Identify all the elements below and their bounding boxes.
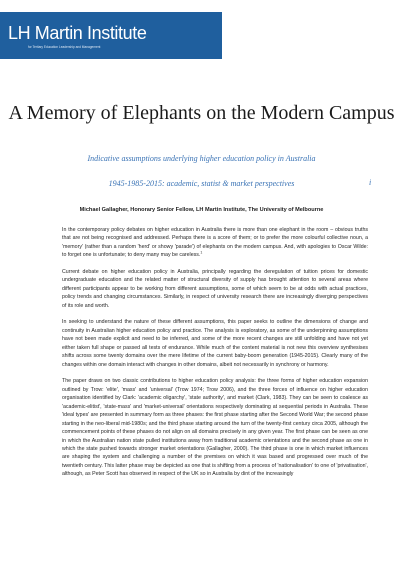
logo-banner [0,12,225,59]
footnote-ref[interactable]: 1 [200,250,203,255]
paragraph-text: In the contemporary policy debates on higher education in Australia there is more than one elephant in the room – obvious truths that are not being recognised and addressed. Perhaps there is a score of them; or to prefer the more colourful collective noun, a 'memory' (rather than a random 'herd' or showy 'parade') of elephants on the modern campus. And, with apologies to Oscar Wilde: to forget one is unfortunate; to deny many may be careless. [62,227,368,259]
subtitle-line-1: Indicative assumptions underlying higher education policy in Australia [87,154,316,163]
footnote-marker: i [369,178,372,187]
paragraph: The paper draws on two classic contributions to higher education policy analysis: the three forms of higher education expansion outlined by Trow: 'elite', 'mass' and 'universal' (Trow 1974; Trow 2006), and the three forces of influence on higher education organisation identified by Clark: 'academic oligarchy', 'state authority', and market (Clark, 1983). They can be seen to coalesce as 'academic-elitist', 'state-mass' and 'market-universal' orientations respectively dominating at sequential periods in Australia. These 'ideal types' are presented in summary form as three phases: the first phase starting after the Second World War; the second phase starting in the neo-liberal mid-1980s; and the third phase starting around the turn of the twenty-first century circa 2005, although the commencement points of these phases do not align on all domains precisely in any given year. The first phase can be seen as one in which the Australian nation state pulled institutions away from traditional academic orientations and the second phase as one in which the state pushed towards stronger market orientations (Gallagher, 2000). The third phase is one in which market influences are shaping the system and challenging a number of the premises on which it was based and progressed over much of the twentieth century. This latter phase may be depicted as one that is shifting from a process of 'nationalisation' to one of 'privatisation', although, as Peter Scott has observed in respect of the UK so in Australia by dint of the increasingly [62,378,368,478]
paragraph: Current debate on higher education policy in Australia, principally regarding the deregulation of tuition prices for domestic undergraduate education and the related matter of structural diversity of supply has brought attention to several areas where different participants appear to be working from different assumptions, some of which seem to be at odds with actual practices, policy trends and changing circumstances. Similarly, in respect of university research there are increasingly diverging perspectives of its role and worth. [62,269,368,309]
author-line: Michael Gallagher, Honorary Senior Fellow, LH Martin Institute, The University of Melbourne [79,207,324,213]
logo-text: LH Martin Institute [8,23,147,43]
paper-title: A Memory of Elephants on the Modern Campus [8,102,395,124]
paragraph [62,226,368,260]
paper-body [62,226,368,487]
subtitle-line-2: 1945-1985-2015: academic, statist & market perspectives [108,179,295,188]
paragraph: In seeking to understand the nature of these different assumptions, this paper seeks to outline the dimensions of change and continuity in Australian higher education policy and practice. The analysis is exploratory, as some of the underpinning assumptions have not been made explicit and need to be inferred, and some of the more recent changes are still unfolding and have not yet either taken full shape or passed all tests of endurance. While much of the content material is not new this overview synthesises shifts across some twenty domains over the mere lifetime of the current baby-boom generation (1945-2015). Clearly many of the changes within one domain interact with changes in other domains, albeit not necessarily in synchrony or harmony. [62,319,368,368]
logo-tagline: for Tertiary Education Leadership and Management [28,45,101,49]
